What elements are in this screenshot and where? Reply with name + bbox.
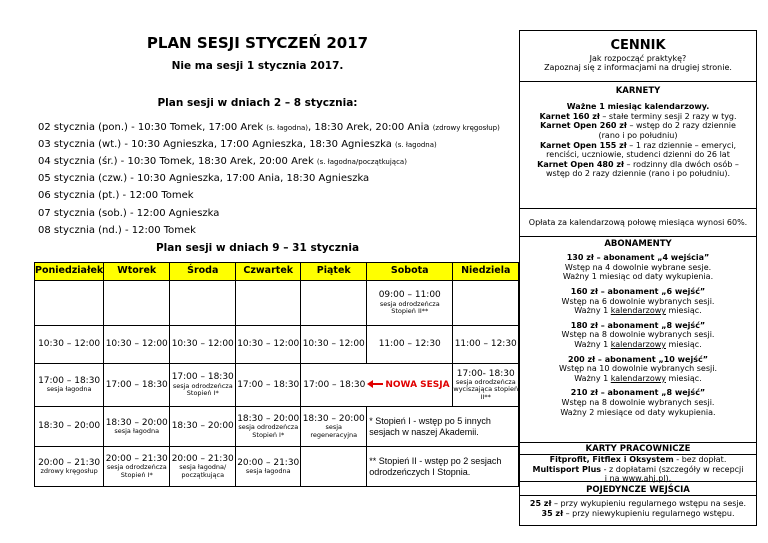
karnet-item: Karnet 160 zł – stałe terminy sesji 2 razy w tyg. <box>539 111 737 121</box>
karnet-item-detail: (rano i po południu) <box>598 130 678 140</box>
cell-time: 11:00 – 12:30 <box>453 326 519 364</box>
header-thursday: Czwartek <box>236 263 301 281</box>
karnet-item: Karnet Open 155 zł – 1 raz dziennie – emeryci, <box>539 140 737 150</box>
cell-saturday-morning: 09:00 – 11:00 sesja odrodzeńcza Stopień II** <box>367 281 453 326</box>
abonament-title: 160 zł – abonament „6 wejść” <box>570 286 706 296</box>
karnety-note: Ważne 1 miesiąc kalendarzowy. <box>566 102 710 112</box>
footnote-stopien-2: ** Stopień II - wstęp po 2 sesjach odrodzeńczych I Stopnia. <box>367 447 519 487</box>
cell-empty <box>35 281 104 326</box>
karnet-item: Karnet Open 260 zł – wstęp do 2 razy dziennie <box>540 121 736 131</box>
day-line: 02 stycznia (pon.) - 10:30 Tomek, 17:00 Arek (s. łagodna), 18:30 Arek, 20:00 Ania (zdrowy kręgosłup) <box>38 122 500 133</box>
footnote-stopien-1: * Stopień I - wstęp po 5 innych sesjach w naszej Akademii. <box>367 407 519 447</box>
abonamenty-title: ABONAMENTY <box>604 239 672 249</box>
week2-heading: Plan sesji w dniach 9 – 31 stycznia <box>155 242 360 254</box>
header-monday: Poniedziałek <box>35 263 104 281</box>
abonamenty-block <box>520 237 756 443</box>
abonament-detail: Ważny 1 miesiąc od daty wykupienia. <box>562 272 714 282</box>
cennik-block <box>520 31 756 82</box>
karnet-item-detail: renciści, uczniowie, studenci dzienni do 26 lat <box>546 150 730 160</box>
abonament-detail: Ważny 1 kalendarzowy miesiąc. <box>574 339 702 349</box>
arrow-left-icon <box>367 380 383 388</box>
cell-empty <box>104 281 170 326</box>
karty-block <box>520 443 756 482</box>
header-wednesday: Środa <box>170 263 236 281</box>
schedule-table <box>34 262 519 487</box>
cell-session: 18:30 – 20:00 sesja łagodna <box>104 407 170 447</box>
header-saturday: Sobota <box>367 263 453 281</box>
cell-session: 17:00 – 18:30 sesja odrodzeńcza Stopień I* <box>170 364 236 407</box>
cell-session: 20:00 – 21:30 sesja łagodna/ początkująca <box>170 447 236 487</box>
day-line: 06 stycznia (pt.) - 12:00 Tomek <box>38 190 194 201</box>
page-subtitle: Nie ma sesji 1 stycznia 2017. <box>171 60 344 72</box>
cell-session: 20:00 – 21:30 sesja łagodna <box>236 447 301 487</box>
cell-session: 17:00 – 18:30 sesja łagodna <box>35 364 104 407</box>
cell-session: 18:30 – 20:00 sesja regeneracyjna <box>301 407 367 447</box>
header-tuesday: Wtorek <box>104 263 170 281</box>
karnet-item: Karnet Open 480 zł – rodzinny dla dwóch osób – <box>537 159 739 169</box>
abonament-title: 180 zł – abonament „8 wejść” <box>570 320 706 330</box>
karty-item-detail: i na www.ahj.pl). <box>604 474 672 484</box>
cell-session: 18:30 – 20:00 sesja odrodzeńcza Stopień I* <box>236 407 301 447</box>
cell-empty <box>301 281 367 326</box>
karty-title: KARTY PRACOWNICZE <box>520 444 756 455</box>
cell-session: 17:00 – 18:30 <box>236 364 301 407</box>
cell-session: 17:00 – 18:30 <box>104 364 170 407</box>
cell-empty <box>453 281 519 326</box>
abonament-title: 200 zł – abonament „10 wejść” <box>568 354 708 364</box>
price-list-panel <box>519 30 757 526</box>
cell-time: 10:30 – 12:00 <box>236 326 301 364</box>
abonament-detail: Ważny 1 kalendarzowy miesiąc. <box>574 306 702 316</box>
pojedyncze-title: POJEDYNCZE WEJŚCIA <box>520 485 756 496</box>
cell-session: 17:00- 18:30 sesja odrodzeńcza wyciszająca stopień II** <box>453 364 519 407</box>
abonament-title: 210 zł – abonament „8 wejść” <box>570 388 706 398</box>
abonament-detail: Ważny 2 miesiące od daty wykupienia. <box>560 407 716 417</box>
day-line: 04 stycznia (śr.) - 10:30 Tomek, 18:30 Arek, 20:00 Arek (s. łagodna/początkująca) <box>38 156 407 167</box>
cell-empty <box>170 281 236 326</box>
cennik-subtitle: Jak rozpocząć praktykę? <box>589 53 687 63</box>
oplata-note: Opłata za kalendarzową połowę miesiąca wynosi 60%. <box>520 209 756 237</box>
new-session-label: NOWA SESJA <box>385 379 450 390</box>
day-line: 08 stycznia (nd.) - 12:00 Tomek <box>38 225 196 236</box>
cell-session: 20:00 – 21:30 zdrowy kręgosłup <box>35 447 104 487</box>
cennik-subtitle: Zapoznaj się z informacjami na drugiej stronie. <box>544 63 732 73</box>
karty-item: Fitprofit, Fitflex i Oksystem - bez dopłat. <box>549 455 727 465</box>
page-title: PLAN SESJI STYCZEŃ 2017 <box>146 34 369 52</box>
day-line: 05 stycznia (czw.) - 10:30 Agnieszka, 17:00 Ania, 18:30 Agnieszka <box>38 173 370 184</box>
cell-empty <box>301 447 367 487</box>
cell-session: 18:30 – 20:00 <box>170 407 236 447</box>
abonament-detail: Wstęp na 6 dowolnie wybranych sesji. <box>561 296 715 306</box>
header-friday: Piątek <box>301 263 367 281</box>
pojedyncze-item: 35 zł – przy niewykupieniu regularnego wstępu. <box>541 508 735 518</box>
karnet-item-detail: wstęp do 2 razy dziennie (rano i po południu). <box>546 169 730 179</box>
abonament-detail: Wstęp na 10 dowolnie wybranych sesji. <box>559 364 717 374</box>
cell-time: 10:30 – 12:00 <box>35 326 104 364</box>
cell-empty <box>236 281 301 326</box>
abonament-detail: Ważny 1 kalendarzowy miesiąc. <box>574 373 702 383</box>
cennik-title: CENNIK <box>610 38 666 53</box>
cell-time: 10:30 – 12:00 <box>104 326 170 364</box>
cell-session: 20:00 – 21:30 sesja odrodzeńcza Stopień I* <box>104 447 170 487</box>
cell-time: 10:30 – 12:00 <box>301 326 367 364</box>
day-line: 07 stycznia (sob.) - 12:00 Agnieszka <box>38 208 220 219</box>
abonament-title: 130 zł – abonament „4 wejścia” <box>566 253 710 263</box>
day-line: 03 stycznia (wt.) - 10:30 Agnieszka, 17:00 Agnieszka, 18:30 Agnieszka (s. łagodna) <box>38 139 437 150</box>
karnety-block <box>520 82 756 209</box>
karty-item: Multisport Plus - z dopłatami (szczegóły w recepcji <box>532 464 744 474</box>
cell-time: 10:30 – 12:00 <box>170 326 236 364</box>
abonament-detail: Wstęp na 8 dowolnie wybranych sesji. <box>561 330 715 340</box>
pojedyncze-item: 25 zł – przy wykupieniu regularnego wstępu na sesje. <box>529 499 747 509</box>
abonament-detail: Wstęp na 4 dowolnie wybrane sesje. <box>564 262 712 272</box>
pojedyncze-block <box>520 482 756 524</box>
cell-session: 18:30 – 20:00 <box>35 407 104 447</box>
header-sunday: Niedziela <box>453 263 519 281</box>
cell-friday-new-session: 17:00 – 18:30 NOWA SESJA <box>301 364 453 407</box>
week1-heading: Plan sesji w dniach 2 – 8 stycznia: <box>157 97 358 109</box>
cell-time: 11:00 – 12:30 <box>367 326 453 364</box>
karnety-title: KARNETY <box>615 86 661 96</box>
abonament-detail: Wstęp na 8 dowolnie wybranych sesji. <box>561 397 715 407</box>
